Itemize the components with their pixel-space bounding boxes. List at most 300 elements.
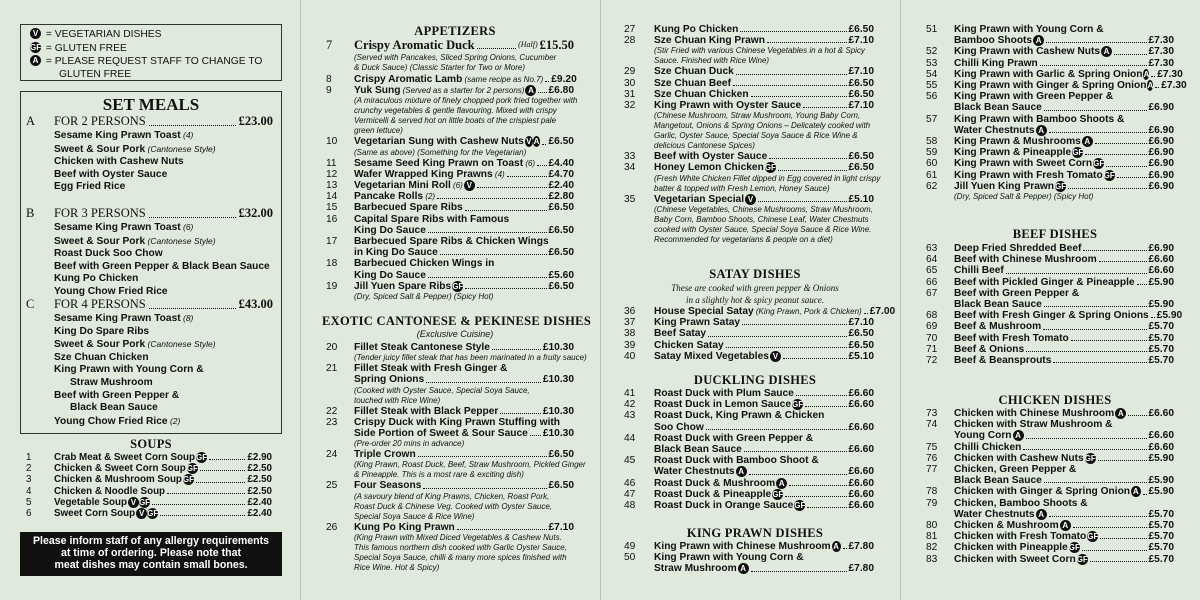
dot-leader [492, 342, 541, 350]
set-meal-item [26, 261, 273, 274]
item-name: Beef with Oyster Sauce [654, 151, 768, 163]
item-name: King Prawn & Pineapple [954, 147, 1072, 159]
item-number: 63 [926, 243, 938, 254]
menu-item [326, 522, 574, 533]
dot-leader [726, 340, 847, 348]
set-meal-letter: A [26, 114, 36, 128]
item-name: Chicken, Bamboo Shoots & [954, 497, 1088, 509]
item-price: £5.70 [1148, 508, 1174, 520]
gluten-free-badge-icon: GF [30, 42, 42, 52]
item-price: £5.70 [1148, 321, 1174, 333]
menu-item-line [624, 552, 874, 563]
item-price: £7.10 [848, 317, 874, 329]
item-description: (Cooked with Oyster Sauce, Special Soya Sauce, [354, 385, 530, 395]
dot-leader [1137, 277, 1147, 285]
item-name: Satay Mixed Vegetables [654, 350, 769, 362]
item-number: 8 [326, 74, 332, 85]
set-meal-item [26, 273, 273, 286]
item-number: 14 [326, 191, 338, 203]
satay-heading: SATAY DISHES [709, 267, 801, 281]
menu-item [926, 147, 1174, 158]
item-name: Beef & Beansprouts [954, 355, 1052, 366]
menu-item [926, 430, 1174, 441]
item-price: £6.90 [1148, 180, 1174, 192]
duckling-heading: DUCKLING DISHES [693, 373, 817, 387]
item-number-spacer [326, 225, 354, 236]
set-meal-label: FOR 3 PERSONS [54, 206, 146, 220]
item-price: £6.60 [1148, 408, 1174, 419]
item-name: Spring Onions [354, 374, 425, 386]
dot-leader [418, 449, 547, 457]
menu-item [926, 170, 1174, 181]
item-description: (Chinese Vegetables, Chinese Mushrooms, Straw Mushroom, [654, 204, 873, 214]
gluten-free-request-badge-icon: A [1147, 81, 1154, 90]
item-description: Rice Wine. Hot & Spicy) [354, 562, 440, 572]
item-number-spacer [326, 270, 354, 281]
item-number-spacer [926, 35, 954, 46]
item-number: 30 [624, 77, 636, 89]
gluten-free-request-badge-icon: A [1060, 520, 1071, 531]
menu-item [926, 58, 1174, 69]
item-price: £7.80 [848, 563, 874, 575]
gluten-free-request-badge-icon: A [525, 85, 536, 96]
menu-item [926, 554, 1174, 565]
item-price: £5.90 [1148, 452, 1174, 464]
item-name: Wafer Wrapped King Prawns [354, 168, 493, 180]
menu-item [926, 509, 1174, 520]
item-price: £2.90 [247, 452, 272, 463]
item-number-spacer [624, 444, 654, 455]
item-name: Sze Chuan Beef [654, 77, 731, 89]
item-name: Chicken with Fresh Tomato [954, 531, 1087, 543]
item-price: £6.60 [848, 488, 874, 500]
item-number: 79 [926, 497, 938, 509]
item-price: £4.40 [548, 157, 574, 169]
menu-item [624, 388, 874, 399]
dot-leader [769, 151, 846, 159]
item-name: Chilli Chicken [954, 441, 1022, 453]
item-name: Black Bean Sauce [954, 475, 1042, 487]
item-description: (Tender juicy fillet steak that has been marinated in a fruity sauce) [354, 353, 587, 363]
dot-leader [789, 478, 846, 486]
legend-row [29, 28, 273, 42]
item-note: (8) [180, 313, 194, 323]
menu-item [624, 500, 874, 511]
item-description: Sauce. Finished with Rice Wine) [654, 56, 770, 66]
menu-item [326, 428, 574, 439]
set-meal-item [26, 402, 273, 415]
menu-item [624, 317, 874, 328]
item-price: £6.60 [848, 421, 874, 433]
menu-item-line [926, 91, 1174, 102]
item-price: £6.60 [1148, 265, 1174, 277]
vegetarian-badge-icon: V [464, 180, 475, 191]
item-description: Special Soya Sauce & Rice Wine) [354, 511, 475, 521]
menu-item [926, 80, 1187, 91]
menu-item [326, 85, 574, 96]
set-meal-price: £23.00 [238, 114, 273, 128]
item-price: £6.50 [848, 88, 874, 100]
item-number: 46 [624, 477, 636, 489]
dot-leader [1071, 333, 1147, 341]
set-meal-label: FOR 2 PERSONS [54, 114, 146, 128]
set-meal-item [26, 377, 273, 390]
menu-item [26, 508, 272, 519]
item-description: (Dry, Spiced Salt & Pepper) (Spicy Hot) [354, 292, 494, 301]
item-note: (2) [167, 415, 181, 426]
item-description: (Fresh White Chicken Fillet dipped in Egg covered in light crispy [654, 173, 881, 183]
item-description: Vermicelli & served hot on little boats of the crispiest pale [354, 116, 557, 126]
gluten-free-request-badge-icon: A [736, 466, 747, 477]
gluten-free-request-badge-icon: A [1033, 35, 1044, 46]
item-description: cooked with Oyster Sauce, Special Soya Sauce & Rice Wine. [654, 224, 872, 234]
item-description: Recommended for vegetarians & people on a diet) [654, 234, 833, 244]
gluten-free-badge-icon: GF [1103, 170, 1115, 180]
item-number: 4 [26, 485, 32, 497]
dot-leader [758, 194, 846, 202]
menu-item [926, 125, 1174, 136]
item-name: Chicken & Mushroom Soup [54, 474, 182, 486]
menu-item [926, 453, 1174, 464]
item-number: 11 [326, 157, 337, 169]
set-meals-box [20, 91, 282, 434]
menu-item [624, 100, 874, 111]
item-number: 10 [326, 136, 338, 148]
dot-leader [465, 281, 546, 289]
item-name: Roast Duck, King Prawn & Chicken [654, 410, 825, 422]
menu-item-line [624, 433, 874, 444]
vegetarian-badge-icon: V [745, 194, 756, 205]
item-number: 7 [326, 38, 333, 52]
item-description: batter & topped with Fresh Lemon, Honey Sauce) [654, 183, 830, 193]
menu-item [326, 342, 574, 353]
menu-item [26, 497, 272, 508]
menu-item-line [926, 114, 1174, 125]
item-price: £15.50 [539, 38, 574, 52]
item-number: 18 [326, 258, 338, 270]
gluten-free-request-badge-icon: A [833, 542, 839, 551]
dot-leader [1151, 310, 1155, 318]
appetizers-heading: APPETIZERS [414, 24, 496, 38]
item-name: Water Chestnuts [654, 466, 735, 478]
item-number-spacer [326, 247, 354, 258]
item-name: Chicken & Sweet Corn Soup [54, 463, 186, 475]
item-name: Chicken with Cashew Nuts [954, 452, 1084, 464]
item-number: 75 [926, 441, 938, 453]
item-note: (Cantonese Style) [145, 143, 216, 154]
item-name: Black Bean Sauce [654, 444, 742, 455]
gluten-free-request-badge-icon: A [738, 563, 749, 574]
dot-leader [1026, 430, 1147, 438]
item-number: 56 [926, 91, 938, 103]
item-name: Chicken with Ginger & Spring Onion [954, 486, 1131, 498]
dot-leader [477, 180, 547, 188]
item-note: (Served as a starter for 2 persons) [400, 86, 525, 96]
menu-item [624, 162, 874, 173]
item-number: 6 [26, 508, 32, 519]
menu-item [624, 563, 874, 574]
gluten-free-badge-icon: GF [1084, 453, 1096, 463]
set-meal-item [26, 312, 273, 326]
dot-leader [785, 489, 846, 497]
item-price: £5.70 [1148, 355, 1174, 366]
set-meal-item [26, 156, 273, 169]
soups-heading: SOUPS [130, 437, 172, 451]
column-4 [900, 0, 1200, 600]
menu-item-line [326, 214, 574, 225]
menu-item [326, 449, 574, 460]
dot-leader [1083, 243, 1146, 251]
dot-leader [1049, 509, 1147, 517]
dot-leader [807, 500, 846, 508]
item-price: £6.80 [548, 85, 574, 97]
item-name: Young Corn [954, 430, 1012, 442]
menu-item [624, 478, 874, 489]
item-name: King Prawn Satay [654, 317, 741, 329]
menu-item [26, 452, 272, 463]
dot-leader [1043, 321, 1146, 329]
item-name: King Prawn with Chinese Mushroom [654, 541, 831, 552]
gluten-free-badge-icon: GF [147, 509, 159, 518]
set-meal-header [26, 297, 273, 312]
item-name: Crab Meat & Sweet Corn Soup [54, 452, 195, 463]
menu-item [926, 408, 1174, 419]
dot-leader [1155, 80, 1159, 88]
item-price: £5.90 [1148, 486, 1174, 498]
menu-item [326, 169, 574, 180]
item-name: Beef with Chinese Mushroom [954, 254, 1097, 266]
menu-item-line [926, 24, 1174, 35]
dot-leader [708, 328, 846, 336]
item-name: Chicken, Green Pepper & [954, 464, 1077, 475]
set-meal-item [26, 390, 273, 403]
item-number: 21 [326, 363, 338, 375]
item-name: Beef with Green Pepper & [54, 389, 180, 401]
dot-leader [751, 89, 847, 97]
dot-leader [196, 474, 246, 482]
menu-item [624, 340, 874, 351]
set-meal-letter: C [26, 297, 35, 311]
item-name: Beef with Green Pepper & Black Bean Sauce [54, 260, 270, 272]
item-name: Triple Crown [354, 449, 416, 461]
item-price: £6.90 [1148, 169, 1174, 181]
dot-leader [706, 422, 847, 430]
menu-item-line [326, 417, 574, 428]
menu-item [326, 281, 574, 292]
item-number-spacer [624, 466, 654, 477]
dot-leader [530, 428, 541, 436]
vegetarian-badge-icon: V [526, 137, 532, 147]
king-prawn-heading: KING PRAWN DISHES [686, 526, 824, 540]
menu-item [326, 158, 574, 169]
menu-item [926, 46, 1174, 57]
item-price: £2.80 [548, 191, 574, 203]
gluten-free-request-badge-icon: A [1013, 430, 1024, 441]
set-meal-group [26, 114, 273, 194]
item-name: Chilli Beef [954, 265, 1004, 277]
item-price: £2.50 [247, 485, 272, 497]
item-name: Beef & Mushroom [954, 321, 1042, 333]
item-name: Sesame King Prawn Toast [54, 130, 181, 141]
item-number: 42 [624, 399, 636, 411]
item-name: Roast Duck with Green Pepper & [654, 432, 814, 444]
menu-item-line [926, 419, 1174, 430]
dot-leader [428, 270, 547, 278]
dot-leader [1046, 35, 1146, 43]
dot-leader [1073, 520, 1147, 528]
gluten-free-badge-icon: GF [792, 400, 804, 410]
set-meal-item [26, 129, 273, 143]
dot-leader [1044, 102, 1147, 110]
dot-leader [1100, 531, 1146, 539]
item-description: Mangetout, Onions & Spring Onions – Delicately cooked with [654, 121, 871, 131]
legend-text: = VEGETARIAN DISHES [43, 29, 162, 40]
item-number: 34 [624, 162, 636, 174]
menu-item [26, 474, 272, 485]
item-price: £5.70 [1148, 542, 1174, 554]
menu-item [926, 254, 1174, 265]
item-name: Vegetable Soup [54, 496, 127, 508]
dot-leader [778, 162, 847, 170]
menu-item [926, 277, 1174, 288]
gluten-free-badge-icon: GF [794, 501, 806, 510]
item-number: 51 [926, 24, 938, 35]
dot-leader [767, 35, 847, 43]
menu-item [624, 351, 874, 362]
gluten-free-badge-icon: GF [182, 475, 195, 485]
item-price: £6.50 [548, 480, 574, 492]
item-price: £6.50 [848, 162, 874, 174]
menu-item [926, 520, 1174, 531]
set-meal-item [26, 338, 273, 352]
menu-item [624, 422, 874, 433]
item-name: Roast Duck with Bamboo Shoot & [654, 455, 819, 467]
exotic-subtitle: (Exclusive Cuisine) [416, 329, 494, 339]
item-number: 64 [926, 254, 938, 266]
item-price: £7.30 [1148, 46, 1174, 58]
menu-item [326, 202, 574, 213]
item-name: Chilli King Prawn [954, 57, 1038, 69]
set-meal-item [26, 352, 273, 365]
gluten-free-badge-icon: GF [772, 489, 784, 499]
vegetarian-badge-icon: V [30, 28, 41, 39]
item-note: (6) [450, 181, 463, 190]
dot-leader [744, 444, 847, 452]
item-name: Jill Yuen King Prawn [954, 180, 1055, 192]
item-price: £6.50 [548, 449, 574, 461]
item-price: £4.70 [548, 168, 574, 180]
gluten-free-badge-icon: GF [195, 453, 208, 462]
item-number: 55 [926, 80, 938, 91]
menu-item-line [926, 288, 1174, 299]
set-meal-header [26, 114, 273, 129]
item-number: 32 [624, 100, 636, 111]
dot-leader [1082, 542, 1147, 550]
menu-item [326, 38, 574, 52]
item-price: £5.70 [1148, 343, 1174, 355]
gluten-free-request-badge-icon: A [1036, 509, 1047, 520]
item-price: £2.40 [247, 496, 272, 508]
item-name: Barbecued Spare Ribs & Chicken Wings [354, 236, 549, 247]
menu-item [926, 442, 1174, 453]
gluten-free-request-badge-icon: A [1101, 46, 1112, 57]
menu-item [926, 475, 1174, 486]
item-note: (6) [180, 222, 194, 232]
item-name: Sesame King Prawn Toast [54, 313, 181, 324]
item-name: Sweet & Sour Pork [54, 143, 146, 155]
item-name: Sweet & Sour Pork [54, 339, 146, 351]
item-number: 20 [326, 342, 338, 353]
dot-leader [736, 66, 847, 74]
dot-leader [749, 466, 847, 474]
item-name: Sesame King Prawn Toast [54, 222, 181, 233]
item-name: Chicken with Chinese Mushroom [954, 408, 1115, 419]
menu-item [926, 355, 1174, 366]
menu-item [624, 328, 874, 339]
allergy-line: Please inform staff of any allergy requirements [32, 535, 270, 547]
item-description: (A miraculous mixture of finely chopped pork fried together with [354, 96, 578, 106]
item-name: Vegetarian Mini Roll [354, 180, 451, 191]
item-description: touched with Rice Wine) [354, 395, 441, 405]
menu-item-line [326, 236, 574, 247]
set-meal-item [26, 415, 273, 429]
item-note: (Cantonese Style) [145, 235, 216, 246]
legend-row [29, 42, 273, 56]
item-price: £7.30 [1148, 35, 1174, 47]
item-number-spacer [926, 102, 954, 113]
item-description: Garlic, Oyster Sauce, Special Soya Sauce & Rice Wine & [654, 131, 858, 141]
allergy-line: at time of ordering. Please note that [60, 547, 242, 559]
item-price: £5.90 [1156, 310, 1183, 322]
dot-leader [805, 399, 847, 407]
satay-subline: in a slightly hot & spicy peanut sauce. [686, 295, 824, 305]
item-name: Bamboo Shoots [954, 35, 1033, 47]
dot-leader [864, 306, 868, 314]
menu-item [926, 531, 1174, 542]
item-price: £6.50 [848, 328, 874, 340]
item-price: £6.60 [848, 444, 874, 455]
chicken-heading: CHICKEN DISHES [998, 393, 1112, 407]
item-price: £6.50 [548, 202, 574, 214]
item-name: Sze Chuan Duck [654, 66, 734, 78]
item-price: £6.60 [1148, 254, 1174, 266]
menu-item [326, 180, 574, 191]
menu-item-line [624, 455, 874, 466]
item-name: Young Chow Fried Rice [54, 285, 168, 297]
item-price: £6.90 [1148, 136, 1174, 147]
menu-item [926, 136, 1174, 147]
legend-text: = GLUTEN FREE [43, 42, 127, 54]
dietary-legend [20, 24, 282, 81]
item-number: 54 [926, 68, 938, 80]
dot-leader [538, 85, 546, 93]
item-price: £7.10 [848, 100, 874, 111]
item-number: 40 [624, 350, 636, 362]
item-price: £6.90 [1148, 124, 1174, 136]
item-name: Jill Yuen Spare Ribs [354, 280, 452, 292]
dot-leader [457, 522, 547, 530]
set-meal-item [26, 221, 273, 235]
item-price: £5.90 [1148, 299, 1174, 310]
item-number: 59 [926, 147, 938, 159]
gluten-free-request-badge-icon: A [533, 137, 540, 147]
dot-leader [1098, 453, 1147, 461]
item-name: Chicken with Pineapple [954, 542, 1068, 554]
menu-item [326, 406, 574, 417]
item-price: £7.30 [1161, 80, 1187, 91]
gluten-free-badge-icon: GF [764, 163, 776, 173]
item-number: 48 [624, 500, 636, 511]
